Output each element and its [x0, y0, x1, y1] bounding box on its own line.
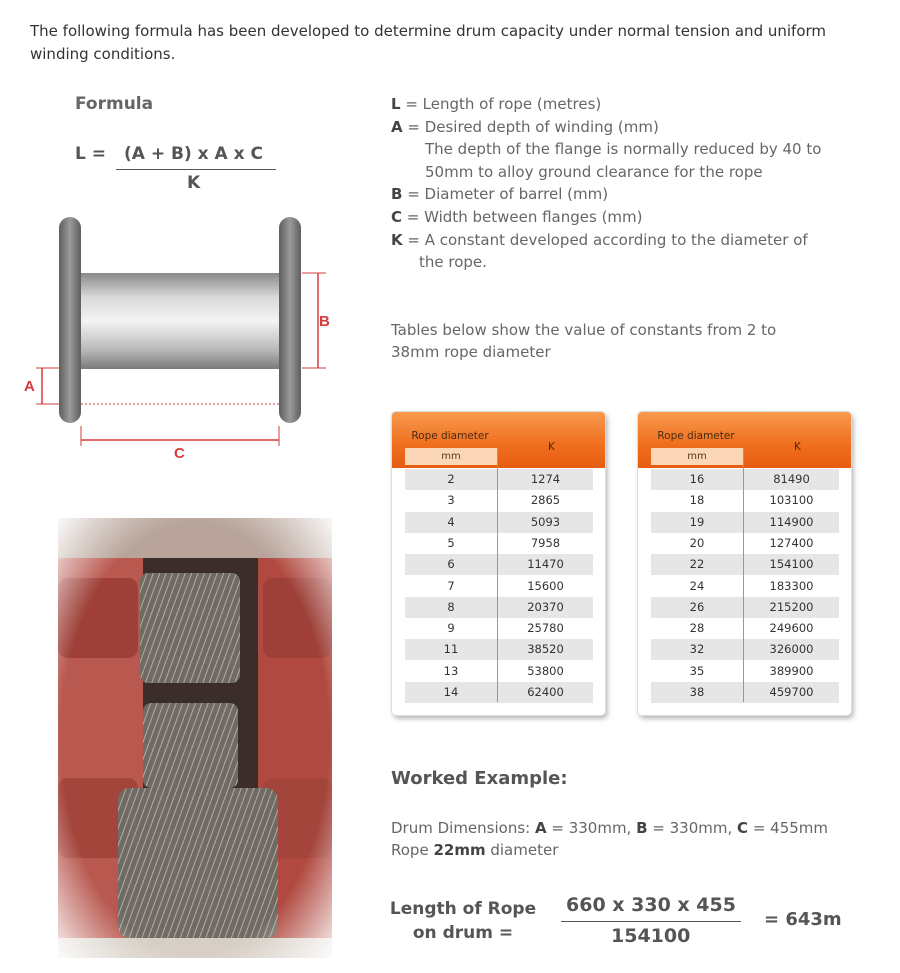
table-row: [405, 576, 593, 597]
rope-diameter-cell: 16: [689, 472, 705, 486]
rope-diameter-cell: 38: [689, 685, 705, 699]
drum-barrel: [80, 273, 282, 369]
table-row: [651, 554, 839, 575]
table-row: [651, 597, 839, 618]
rope-diameter-cell: 32: [689, 642, 705, 657]
intro-text: The following formula has been developed to determine drum capacity under normal tension and uniform winding conditions.: [30, 22, 827, 63]
rope-diameter-cell: 13: [443, 663, 459, 678]
table-row: [405, 533, 593, 554]
drum-right-flange: [279, 217, 301, 423]
formula-denominator: K: [187, 173, 201, 193]
k-table-left: [392, 412, 605, 715]
label-a: A: [24, 378, 35, 395]
def-a-note: The depth of the flange is normally reduced by 40 to 50mm to alloy ground clearance for the rope: [425, 140, 822, 181]
k-value-cell: 38520: [527, 642, 564, 657]
table-row: [651, 490, 839, 511]
worked-result: = 643m: [764, 909, 842, 930]
rope-diameter-cell: 3: [447, 493, 455, 508]
k-value-cell: 7958: [530, 535, 561, 550]
k-table-right: [638, 412, 851, 715]
k-value-cell: 459700: [769, 685, 814, 699]
k-value-cell: 20370: [527, 599, 564, 614]
def-k: K = A constant developed according to the diameter of: [391, 230, 808, 249]
rope-diameter-cell: 4: [447, 514, 455, 529]
worked-numerator: 660 x 330 x 455: [566, 894, 736, 916]
k-value-cell: 389900: [769, 663, 814, 678]
rope-diameter-cell: 5: [447, 535, 455, 550]
worked-fraction-bar: [561, 921, 741, 922]
k-value-cell: 5093: [530, 514, 561, 529]
rope-diameter-cell: 18: [689, 493, 705, 508]
table-row: [651, 682, 839, 703]
drum-left-flange: [59, 217, 81, 423]
k-value-cell: 25780: [527, 621, 564, 636]
header-diameter: Rope diameter: [657, 430, 735, 442]
k-value-cell: 2865: [530, 493, 561, 508]
worked-dimensions: Drum Dimensions: A = 330mm, B = 330mm, C = 455mm Rope 22mm diameter: [391, 819, 829, 859]
table-row: [651, 576, 839, 597]
header-k: K: [548, 441, 555, 453]
table-row: [651, 533, 839, 554]
header-k: K: [794, 441, 801, 453]
table-row: [651, 639, 839, 660]
def-k-cont: the rope.: [419, 253, 487, 272]
k-value-cell: 1274: [530, 472, 561, 486]
table-row: [651, 469, 839, 490]
k-value-cell: 215200: [769, 599, 814, 614]
def-a: A = Desired depth of winding (mm): [391, 117, 659, 136]
k-value-cell: 326000: [769, 642, 814, 657]
table-row: [405, 639, 593, 660]
k-value-cell: 154100: [769, 557, 814, 572]
label-b: B: [319, 313, 330, 330]
table-row: [405, 554, 593, 575]
k-value-cell: 81490: [773, 472, 810, 486]
table-row: [405, 490, 593, 511]
header-diameter: Rope diameter: [411, 430, 489, 442]
k-value-cell: 114900: [769, 514, 814, 529]
rope-diameter-cell: 22: [689, 557, 705, 572]
worked-example-title: Worked Example:: [391, 768, 568, 789]
drum-diagram: [20, 210, 340, 470]
formula-numerator: (A + B) x A x C: [124, 144, 263, 164]
rope-diameter-cell: 20: [689, 535, 705, 550]
def-c: C = Width between flanges (mm): [391, 207, 643, 226]
formula-lhs: L =: [75, 144, 106, 164]
label-c: C: [174, 445, 185, 462]
header-unit: mm: [651, 448, 743, 465]
rope-diameter-cell: 28: [689, 621, 705, 636]
k-value-cell: 127400: [769, 535, 814, 550]
table-row: [405, 512, 593, 533]
formula-fraction-bar: [116, 169, 276, 170]
k-value-cell: 249600: [769, 621, 814, 636]
table-row: [651, 618, 839, 639]
worked-denominator: 154100: [611, 925, 691, 947]
table-row: [651, 512, 839, 533]
rope-diameter-cell: 24: [689, 578, 705, 593]
tables-note: Tables below show the value of constants from 2 to 38mm rope diameter: [391, 321, 777, 361]
worked-lhs: Length of Rope on drum =: [389, 899, 537, 943]
table-row: [405, 661, 593, 682]
rope-diameter-cell: 14: [443, 685, 459, 699]
k-value-cell: 53800: [527, 663, 564, 678]
formula-definitions: [391, 93, 851, 274]
k-value-cell: 11470: [527, 557, 564, 572]
k-value-cell: 183300: [769, 578, 814, 593]
def-l: L = Length of rope (metres): [391, 95, 602, 113]
header-unit: mm: [405, 448, 497, 465]
k-value-cell: 15600: [527, 578, 564, 593]
rope-diameter-cell: 9: [447, 621, 455, 636]
rope-diameter-cell: 7: [447, 578, 455, 593]
rope-diameter-cell: 6: [447, 557, 455, 572]
k-value-cell: 103100: [769, 493, 814, 508]
rope-diameter-cell: 11: [443, 642, 459, 657]
rope-diameter-cell: 8: [447, 599, 455, 614]
rope-drum-photo: [58, 518, 332, 958]
table-row: [405, 597, 593, 618]
rope-diameter-cell: 26: [689, 599, 705, 614]
table-row: [405, 618, 593, 639]
rope-diameter-cell: 2: [447, 472, 455, 486]
k-value-cell: 62400: [527, 685, 564, 699]
table-row: [405, 469, 593, 490]
def-b: B = Diameter of barrel (mm): [391, 185, 609, 204]
rope-diameter-cell: 35: [689, 663, 705, 678]
table-row: [651, 661, 839, 682]
table-row: [405, 682, 593, 703]
rope-diameter-cell: 19: [689, 514, 705, 529]
formula-title: Formula: [75, 94, 154, 114]
